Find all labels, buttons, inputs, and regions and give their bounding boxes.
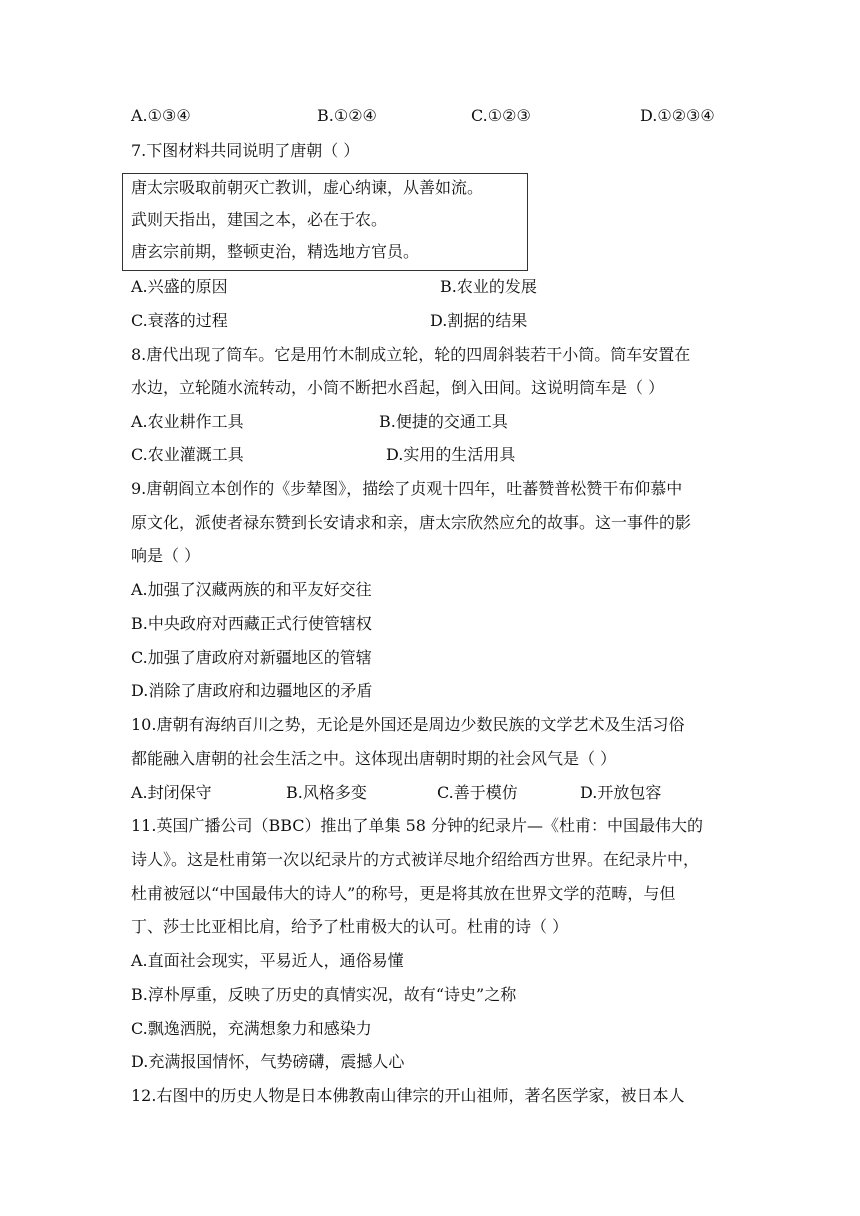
q7-option-c: C.衰落的过程 [131,311,228,330]
q7-material-line: 唐玄宗前期，整顿吏治，精选地方官员。 [131,242,420,261]
q9-option-a: A.加强了汉藏两族的和平友好交往 [131,580,372,599]
q11-option-b: B.淳朴厚重，反映了历史的真情实况，故有“诗史”之称 [131,985,517,1004]
q11-option-c: C.飘逸洒脱，充满想象力和感染力 [131,1019,372,1038]
q7-stem: 7.下图材料共同说明了唐朝（ ） [131,141,360,160]
q9-option-b: B.中央政府对西藏正式行使管辖权 [131,614,372,633]
q12-stem-line: 12.右图中的历史人物是日本佛教南山律宗的开山祖师，著名医学家，被日本人 [131,1086,685,1105]
q9-stem-line: 9.唐朝阎立本创作的《步辇图》，描绘了贞观十四年，吐蕃赞普松赞干布仰慕中 [131,479,683,498]
q8-stem-line: 8.唐代出现了筒车。它是用竹木制成立轮，轮的四周斜装若干小筒。筒车安置在 [131,345,691,364]
q6-option-c: C.①②③ [471,106,531,125]
q10-option-c: C.善于模仿 [437,783,518,802]
q7-material-line: 唐太宗吸取前朝灭亡教训，虚心纳谏，从善如流。 [131,178,484,197]
q10-option-b: B.风格多变 [286,783,367,802]
q6-option-d: D.①②③④ [640,106,715,125]
q8-option-a: A.农业耕作工具 [131,412,244,431]
q8-option-b: B.便捷的交通工具 [379,412,508,431]
q11-stem-line: 杜甫被冠以“中国最伟大的诗人”的称号，更是将其放在世界文学的范畴，与但 [131,884,676,903]
q10-stem-line: 10.唐朝有海纳百川之势，无论是外国还是周边少数民族的文学艺术及生活习俗 [131,715,685,734]
q9-stem-line: 响是（ ） [131,546,201,565]
q6-option-a: A.①③④ [131,106,191,125]
q11-stem-line: 诗人》。这是杜甫第一次以纪录片的方式被详尽地介绍给西方世界。在纪录片中， [131,850,700,869]
q9-stem-line: 原文化，派使者禄东赞到长安请求和亲，唐太宗欣然应允的故事。这一事件的影 [131,513,692,532]
q9-option-d: D.消除了唐政府和边疆地区的矛盾 [131,681,373,700]
q6-option-b: B.①②④ [317,106,377,125]
q7-option-b: B.农业的发展 [440,277,537,296]
q10-stem-line: 都能融入唐朝的社会生活之中。这体现出唐朝时期的社会风气是（ ） [131,749,617,768]
q8-option-d: D.实用的生活用具 [386,445,516,464]
q11-stem-line: 丁、莎士比亚相比肩，给予了杜甫极大的认可。杜甫的诗（ ） [131,917,569,936]
q10-option-d: D.开放包容 [580,783,662,802]
q11-stem-line: 11.英国广播公司（BBC）推出了单集 58 分钟的纪录片—《杜甫：中国最伟大的 [131,816,704,835]
q7-option-d: D.割据的结果 [430,311,528,330]
q11-option-d: D.充满报国情怀，气势磅礴，震撼人心 [131,1052,405,1071]
q9-option-c: C.加强了唐政府对新疆地区的管辖 [131,648,372,667]
q11-option-a: A.直面社会现实，平易近人，通俗易懂 [131,951,404,970]
q7-material-box [122,173,528,271]
q8-stem-line: 水边，立轮随水流转动，小筒不断把水舀起，倒入田间。这说明筒车是（ ） [131,378,665,397]
q10-option-a: A.封闭保守 [131,783,212,802]
q8-option-c: C.农业灌溉工具 [131,445,244,464]
q7-option-a: A.兴盛的原因 [131,277,228,296]
q7-material-line: 武则天指出，建国之本，必在于农。 [131,210,388,229]
